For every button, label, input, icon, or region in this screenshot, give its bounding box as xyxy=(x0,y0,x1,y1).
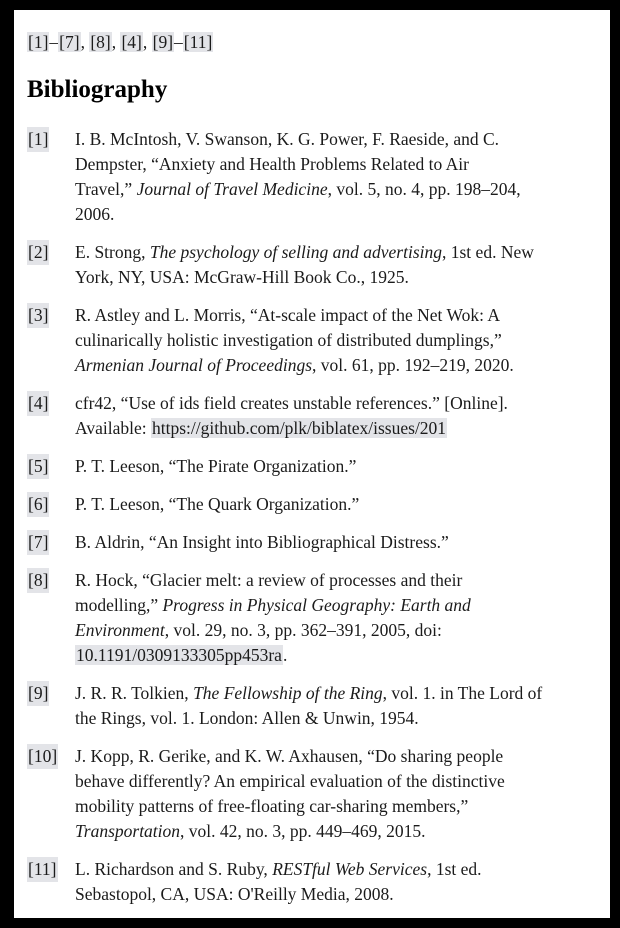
reference-entry xyxy=(27,681,595,731)
citation-preview-line xyxy=(27,30,595,55)
reference-label[interactable]: [6] xyxy=(27,492,49,517)
text-run: RESTful Web Services xyxy=(272,859,428,879)
text-run: , vol. 1. in The Lord of xyxy=(382,683,543,703)
reference-text xyxy=(75,393,508,438)
text-run: , vol. 42, no. 3, pp. 449–469, 2015. xyxy=(180,821,426,841)
reference-list xyxy=(27,127,595,907)
document-page xyxy=(14,10,610,918)
reference-text xyxy=(75,532,449,552)
citation-ref[interactable]: [8] xyxy=(90,32,111,52)
text-run: J. Kopp, R. Gerike, and K. W. Axhausen, “Do sharing people xyxy=(75,746,504,766)
reference-text xyxy=(75,129,521,224)
text-run: The psychology of selling and advertising xyxy=(149,242,442,262)
reference-text xyxy=(75,242,534,287)
text-run: modelling,” xyxy=(75,595,163,615)
reference-label[interactable]: [10] xyxy=(27,744,58,769)
text-run: J. R. R. Tolkien, xyxy=(75,683,194,703)
reference-entry xyxy=(27,492,595,517)
bibliography-heading: Bibliography xyxy=(27,76,168,103)
text-run: Available: xyxy=(75,418,151,438)
reference-entry xyxy=(27,303,595,378)
text-run: R. Astley and L. Morris, “At-scale impact of the Net Wok: A xyxy=(75,305,500,325)
reference-entry xyxy=(27,568,595,668)
reference-text xyxy=(75,494,359,514)
citation-ref[interactable]: [7] xyxy=(59,32,80,52)
text-run: Sebastopol, CA, USA: O'Reilly Media, 2008. xyxy=(75,884,394,904)
text-run: L. Richardson and S. Ruby, xyxy=(75,859,273,879)
reference-label[interactable]: [4] xyxy=(27,391,49,416)
text-run: – xyxy=(174,32,183,52)
text-run: R. Hock, “Glacier melt: a review of processes and their xyxy=(75,570,463,590)
reference-text xyxy=(75,683,542,728)
reference-label[interactable]: [3] xyxy=(27,303,49,328)
text-run: B. Aldrin, “An Insight into Bibliographical Distress.” xyxy=(75,532,449,552)
text-run: – xyxy=(49,32,59,52)
reference-entry xyxy=(27,530,595,555)
reference-entry xyxy=(27,857,595,907)
reference-label[interactable]: [7] xyxy=(27,530,49,555)
reference-entry xyxy=(27,240,595,290)
text-run: cfr42, “Use of ids field creates unstable references.” [Online]. xyxy=(75,393,508,413)
text-run: mobility patterns of free-floating car-sharing members,” xyxy=(75,796,469,816)
text-run: E. Strong, xyxy=(75,242,150,262)
reference-entry xyxy=(27,127,595,227)
text-run: , xyxy=(80,32,90,52)
citation-ref[interactable]: [9] xyxy=(152,32,174,52)
text-run: Travel,” xyxy=(75,179,137,199)
text-run: Dempster, “Anxiety and Health Problems Related to Air xyxy=(75,154,469,174)
text-run: I. B. McIntosh, V. Swanson, K. G. Power, F. Raeside, and C. xyxy=(75,129,500,149)
text-run: Armenian Journal of Proceedings xyxy=(75,355,313,375)
citation-ref[interactable]: [4] xyxy=(121,32,142,52)
text-run: the Rings, vol. 1. London: Allen & Unwin, 1954. xyxy=(75,708,419,728)
text-run: York, NY, USA: McGraw-Hill Book Co., 1925. xyxy=(75,267,409,287)
reference-link[interactable]: https://github.com/plk/biblatex/issues/201 xyxy=(151,418,447,438)
text-run: Transportation xyxy=(75,821,181,841)
text-run: 2006. xyxy=(75,204,115,224)
text-run: Environment xyxy=(75,620,165,640)
reference-text xyxy=(75,570,471,665)
text-run: , vol. 29, no. 3, pp. 362–391, 2005, doi: xyxy=(164,620,442,640)
text-run: , 1st ed. xyxy=(427,859,482,879)
citation-ref[interactable]: [1] xyxy=(28,32,49,52)
reference-label[interactable]: [2] xyxy=(27,240,49,265)
reference-label[interactable]: [8] xyxy=(27,568,49,593)
text-run: P. T. Leeson, “The Quark Organization.” xyxy=(75,494,360,514)
text-run: Journal of Travel Medicine xyxy=(136,179,328,199)
reference-label[interactable]: [5] xyxy=(27,454,49,479)
reference-text xyxy=(75,859,482,904)
reference-link[interactable]: 10.1191/0309133305pp453ra xyxy=(76,645,282,665)
text-run: , 1st ed. New xyxy=(442,242,534,262)
reference-text xyxy=(75,305,514,375)
text-run: , vol. 5, no. 4, pp. 198–204, xyxy=(327,179,521,199)
text-run: , vol. 61, pp. 192–219, 2020. xyxy=(312,355,514,375)
reference-entry xyxy=(27,391,595,441)
text-run: Progress in Physical Geography: Earth and xyxy=(162,595,471,615)
text-run: The Fellowship of the Ring xyxy=(193,683,383,703)
reference-label[interactable]: [1] xyxy=(27,127,49,152)
citation-ref[interactable]: [11] xyxy=(183,32,213,52)
reference-text xyxy=(75,456,356,476)
text-run: P. T. Leeson, “The Pirate Organization.” xyxy=(75,456,357,476)
text-run: , xyxy=(142,32,152,52)
text-run: . xyxy=(282,645,288,665)
text-run: behave differently? An empirical evaluation of the distinctive xyxy=(75,771,505,791)
text-run: , xyxy=(111,32,121,52)
reference-text xyxy=(75,746,505,841)
reference-label[interactable]: [9] xyxy=(27,681,49,706)
text-run: culinarically holistic investigation of distributed dumplings,” xyxy=(75,330,502,350)
reference-label[interactable]: [11] xyxy=(27,857,58,882)
reference-entry xyxy=(27,454,595,479)
reference-entry xyxy=(27,744,595,844)
